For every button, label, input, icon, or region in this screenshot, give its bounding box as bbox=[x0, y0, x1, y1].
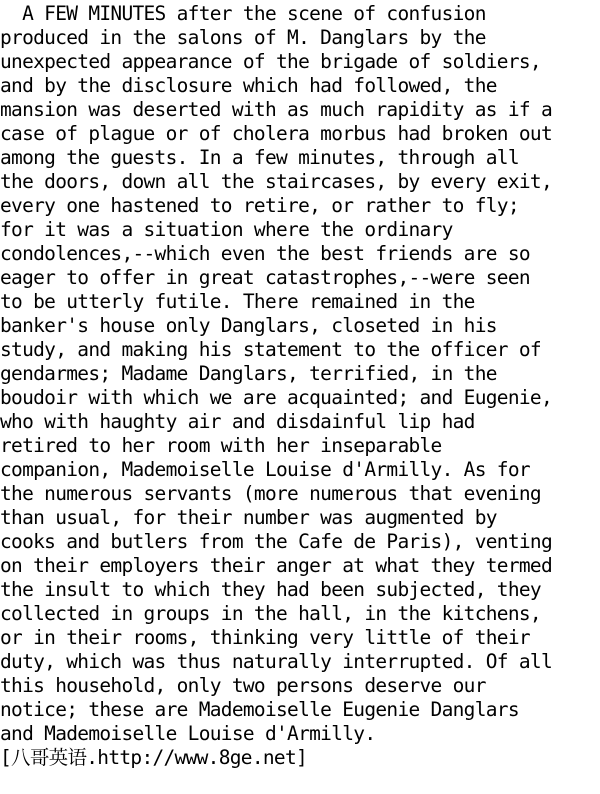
text-line: duty, which was thus naturally interrupted. Of all bbox=[0, 650, 552, 673]
text-line: case of plague or of cholera morbus had broken out bbox=[0, 122, 552, 145]
text-line: study, and making his statement to the officer of bbox=[0, 338, 541, 361]
text-line: gendarmes; Madame Danglars, terrified, in the bbox=[0, 362, 497, 385]
text-line: the doors, down all the staircases, by every exit, bbox=[0, 170, 552, 193]
text-line: A FEW MINUTES after the scene of confusion bbox=[0, 2, 486, 25]
text-line: the numerous servants (more numerous that evening bbox=[0, 482, 541, 505]
text-line: mansion was deserted with as much rapidity as if a bbox=[0, 98, 552, 121]
text-line: eager to offer in great catastrophes,--were seen bbox=[0, 266, 530, 289]
text-line: than usual, for their number was augmented by bbox=[0, 506, 497, 529]
text-line: banker's house only Danglars, closeted in his bbox=[0, 314, 497, 337]
text-line: on their employers their anger at what they termed bbox=[0, 554, 552, 577]
text-line: unexpected appearance of the brigade of soldiers, bbox=[0, 50, 541, 73]
text-line: companion, Mademoiselle Louise d'Armilly. As for bbox=[0, 458, 530, 481]
text-line: this household, only two persons deserve our bbox=[0, 674, 486, 697]
text-line: notice; these are Mademoiselle Eugenie Danglars bbox=[0, 698, 519, 721]
text-line: and Mademoiselle Louise d'Armilly. bbox=[0, 722, 376, 745]
text-line: for it was a situation where the ordinary bbox=[0, 218, 453, 241]
text-line: retired to her room with her inseparable bbox=[0, 434, 442, 457]
text-line: every one hastened to retire, or rather to fly; bbox=[0, 194, 519, 217]
text-line: or in their rooms, thinking very little of their bbox=[0, 626, 530, 649]
text-line: to be utterly futile. There remained in the bbox=[0, 290, 475, 313]
text-line: and by the disclosure which had followed, the bbox=[0, 74, 497, 97]
text-line: boudoir with which we are acquainted; and Eugenie, bbox=[0, 386, 552, 409]
text-line: collected in groups in the hall, in the kitchens, bbox=[0, 602, 541, 625]
text-line: who with haughty air and disdainful lip had bbox=[0, 410, 475, 433]
text-line: among the guests. In a few minutes, through all bbox=[0, 146, 519, 169]
text-line: produced in the salons of M. Danglars by the bbox=[0, 26, 486, 49]
source-footer: [八哥英语.http://www.8ge.net] bbox=[0, 746, 308, 769]
document-page bbox=[0, 2, 600, 770]
text-line: cooks and butlers from the Cafe de Paris), venting bbox=[0, 530, 552, 553]
text-line: condolences,--which even the best friends are so bbox=[0, 242, 530, 265]
text-line: the insult to which they had been subjected, they bbox=[0, 578, 541, 601]
